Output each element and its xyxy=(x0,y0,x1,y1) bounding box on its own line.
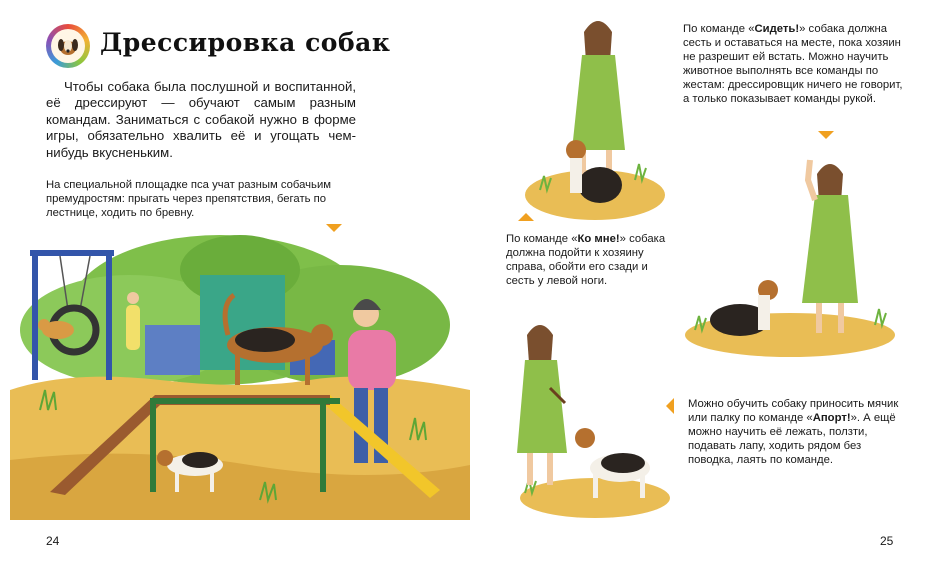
sit-command-label: Сидеть! xyxy=(754,23,800,35)
come-command-illustration xyxy=(505,318,670,523)
playground-paragraph: На специальной площадке пса учат разным собачьим премудростям: прыгать через препятствия, бегать по лестнице, ходить по бревну. xyxy=(46,179,332,219)
arrow-up-icon xyxy=(518,213,534,221)
fetch-command-paragraph: Можно обучить собаку приносить мячик или палку по команде «Апорт!». А ещё можно научить её лежать, ползти, подавать лапу, ходить рядом без поводка, лаять по команде. xyxy=(688,398,899,466)
page-number-right: 25 xyxy=(880,534,894,548)
come-command-paragraph: По команде «Ко мне!» собака должна подойти к хозяину справа, обойти его сзади и сесть у левой ноги. xyxy=(506,233,666,287)
page-title: Дрессировка собак xyxy=(100,28,391,57)
sit-command-paragraph: По команде «Сидеть!» собака должна сесть и оставаться на месте, пока хозяин не разрешит ей встать. Можно научить животное выполнять все команды по жестам: дрессировщик ничего не говорит, а только показывает команды рукой. xyxy=(683,23,903,105)
sit-command-illustration xyxy=(520,10,670,225)
page-number-left: 24 xyxy=(46,534,60,548)
arrow-left-icon xyxy=(666,398,674,414)
fetch-command-label: Апорт! xyxy=(812,412,851,424)
playground-illustration xyxy=(10,230,470,520)
come-command-label: Ко мне! xyxy=(577,233,620,245)
arrow-down-icon-2 xyxy=(818,131,834,139)
intro-paragraph: Чтобы собака была послушной и воспитанной, её дрессируют — обучают самым разным командам. Заниматься с собакой нужно в форме игры, обязательно хвалить её и угощать чем-нибудь вкусненьким. xyxy=(46,79,356,160)
gesture-command-illustration xyxy=(680,155,900,365)
dog-logo-icon xyxy=(46,24,90,68)
